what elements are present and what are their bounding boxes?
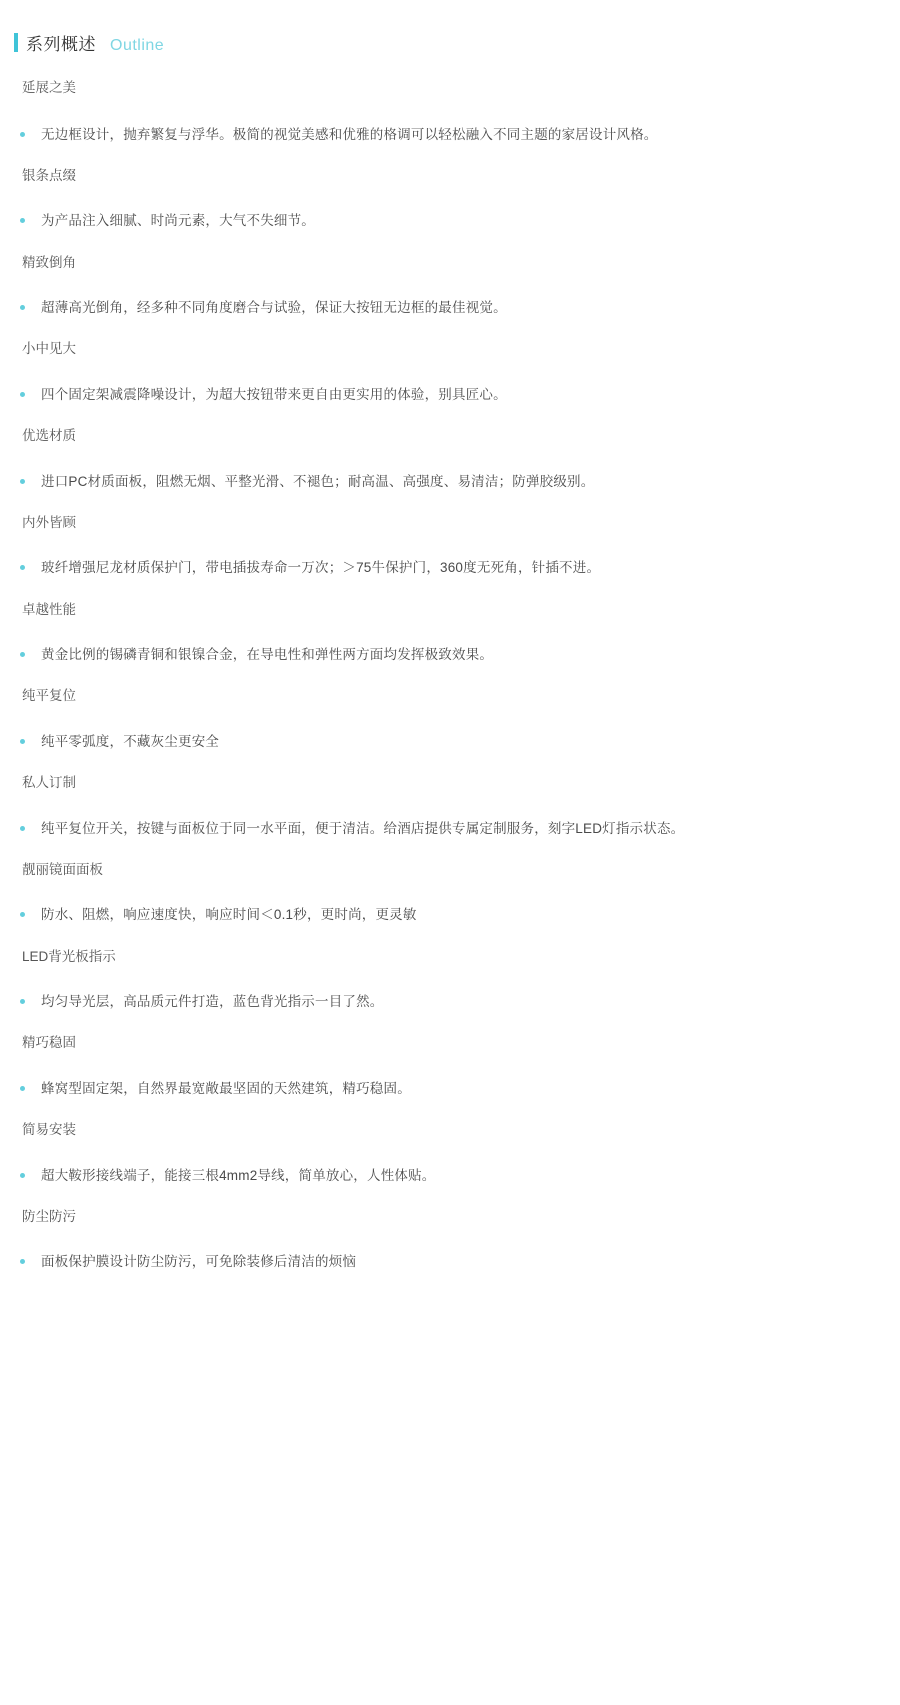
feature-body: [20, 905, 880, 925]
feature-description: 为产品注入细腻、时尚元素，大气不失细节。: [41, 213, 315, 229]
bullet-icon: [20, 305, 25, 310]
list-item: [0, 81, 900, 145]
list-item: [0, 342, 900, 405]
list-item: [0, 169, 900, 232]
feature-description: 玻纤增强尼龙材质保护门，带电插拔寿命一万次；＞75牛保护门，360度无死角，针插不进。: [41, 560, 601, 576]
bullet-icon: [20, 1086, 25, 1091]
feature-description: 纯平复位开关，按键与面板位于同一水平面，便于清洁。给酒店提供专属定制服务，刻字LED灯指示状态。: [41, 820, 685, 836]
feature-body: [20, 1166, 880, 1186]
feature-description: 进口PC材质面板，阻燃无烟、平整光滑、不褪色；耐高温、高强度、易清洁；防弹胶级别。: [41, 473, 595, 489]
accent-bar-icon: [14, 33, 18, 52]
feature-body: [20, 819, 880, 839]
list-item: [0, 1036, 900, 1099]
feature-title: 延展之美: [22, 80, 76, 95]
feature-body: [20, 125, 880, 145]
feature-title: 优选材质: [22, 428, 76, 443]
feature-description: 均匀导光层，高品质元件打造，蓝色背光指示一目了然。: [41, 994, 384, 1009]
feature-title: 小中见大: [22, 341, 76, 357]
feature-title: 精致倒角: [22, 254, 76, 270]
feature-description: 超大鞍形接线端子，能接三根4mm2导线，简单放心，人性体贴。: [41, 1167, 436, 1183]
feature-body: [20, 385, 880, 405]
feature-title: 防尘防污: [22, 1208, 76, 1224]
feature-body: [20, 1079, 880, 1099]
list-item: [0, 603, 900, 666]
section-header: [0, 0, 900, 55]
list-item: [0, 1123, 900, 1186]
bullet-icon: [20, 652, 25, 657]
feature-description: 四个固定架减震降噪设计，为超大按钮带来更自由更实用的体验，别具匠心。: [41, 386, 507, 402]
bullet-icon: [20, 739, 25, 744]
feature-title: 简易安装: [22, 1122, 76, 1137]
list-item: [0, 429, 900, 492]
list-item: [0, 689, 900, 752]
feature-description: 无边框设计，抛弃繁复与浮华。极简的视觉美感和优雅的格调可以轻松融入不同主题的家居设计风格。: [41, 126, 658, 142]
list-item: [0, 776, 900, 839]
bullet-icon: [20, 999, 25, 1004]
feature-title: 纯平复位: [22, 688, 76, 704]
feature-title: 内外皆顾: [22, 514, 76, 530]
feature-description: 防水、阻燃，响应速度快，响应时间＜0.1秒，更时尚，更灵敏: [41, 907, 417, 923]
feature-body: [20, 732, 880, 752]
feature-title: 精巧稳固: [22, 1035, 76, 1051]
page-title: 系列概述: [26, 35, 96, 54]
feature-body: [20, 472, 880, 492]
feature-description: 蜂窝型固定架，自然界最宽敞最坚固的天然建筑，精巧稳固。: [41, 1080, 411, 1096]
list-item: [0, 863, 900, 926]
feature-body: [20, 992, 880, 1012]
feature-body: [20, 645, 880, 665]
feature-body: [20, 211, 880, 231]
feature-body: [20, 558, 880, 578]
list-item: [0, 1210, 900, 1273]
feature-title: 银条点缀: [22, 167, 76, 183]
bullet-icon: [20, 218, 25, 223]
bullet-icon: [20, 1173, 25, 1178]
feature-title: LED背光板指示: [22, 948, 116, 964]
feature-title: 私人订制: [22, 775, 76, 790]
feature-title: 卓越性能: [22, 601, 76, 617]
feature-list: [0, 81, 900, 1273]
bullet-icon: [20, 912, 25, 917]
feature-description: 超薄高光倒角，经多种不同角度磨合与试验，保证大按钮无边框的最佳视觉。: [41, 300, 507, 315]
bullet-icon: [20, 565, 25, 570]
list-item: [0, 950, 900, 1013]
list-item: [0, 516, 900, 579]
feature-description: 面板保护膜设计防尘防污，可免除装修后清洁的烦恼: [41, 1254, 357, 1270]
page-title-english: Outline: [110, 37, 165, 54]
bullet-icon: [20, 392, 25, 397]
list-item: [0, 256, 900, 319]
feature-body: [20, 298, 880, 318]
feature-description: 黄金比例的锡磷青铜和银镍合金，在导电性和弹性两方面均发挥极致效果。: [41, 647, 494, 662]
bullet-icon: [20, 132, 25, 137]
feature-title: 靓丽镜面面板: [22, 861, 103, 877]
feature-description: 纯平零弧度，不藏灰尘更安全: [41, 733, 220, 749]
bullet-icon: [20, 479, 25, 484]
bullet-icon: [20, 826, 25, 831]
bullet-icon: [20, 1259, 25, 1264]
feature-body: [20, 1252, 880, 1272]
